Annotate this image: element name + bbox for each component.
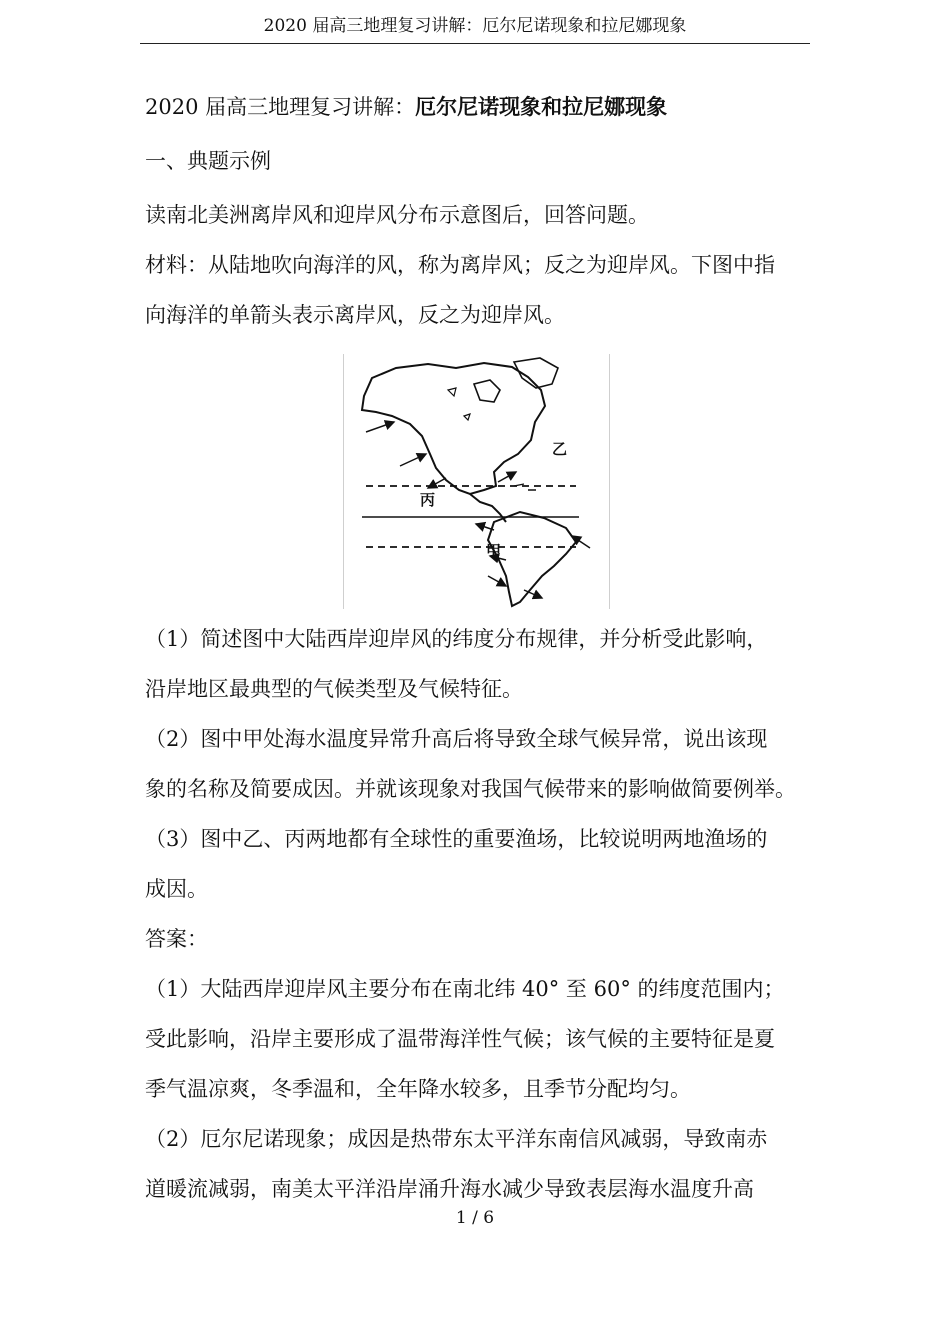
label-yi: 乙 — [552, 440, 568, 458]
answer-2-line-2: 道暖流减弱，南美太平洋沿岸涌升海水减少导致表层海水温度升高 — [145, 1177, 754, 1201]
caribbean-islands — [514, 484, 536, 490]
document-title — [145, 92, 667, 122]
north-america-outline — [362, 363, 545, 494]
answer-1-line-1: （1）大陆西岸迎岸风主要分布在南北纬 40° 至 60° 的纬度范围内； — [145, 977, 785, 1001]
americas-wind-map — [344, 354, 609, 609]
page-number: 1 / 6 — [455, 1208, 495, 1228]
wind-arrow-central-offshore — [498, 472, 516, 482]
intro-text: 读南北美洲离岸风和迎岸风分布示意图后，回答问题。 — [145, 203, 649, 227]
question-1-line-1: （1）简述图中大陆西岸迎岸风的纬度分布规律，并分析受此影响， — [145, 627, 768, 651]
wind-arrow-sa-west-3 — [488, 576, 506, 586]
hudson-bay-outline — [474, 380, 500, 402]
header-rule — [140, 43, 810, 44]
island-2 — [464, 414, 470, 420]
material-line-2: 向海洋的单箭头表示离岸风，反之为迎岸风。 — [145, 303, 565, 327]
question-2-line-2: 象的名称及简要成因。并就该现象对我国气候带来的影响做简要例举。 — [145, 777, 796, 801]
island-1 — [448, 388, 456, 396]
question-3-line-2: 成因。 — [145, 877, 208, 901]
running-header: 2020 届高三地理复习讲解：厄尔尼诺现象和拉尼娜现象 — [263, 16, 687, 36]
wind-arrow-w-onshore — [400, 454, 426, 466]
question-3-line-1: （3）图中乙、丙两地都有全球性的重要渔场，比较说明两地渔场的 — [145, 827, 768, 851]
wind-arrow-nw-onshore — [366, 422, 394, 432]
question-1-line-2: 沿岸地区最典型的气候类型及气候特征。 — [145, 677, 523, 701]
answer-2-line-1: （2）厄尔尼诺现象；成因是热带东太平洋东南信风减弱，导致南赤 — [145, 1127, 768, 1151]
americas-wind-map-figure — [343, 354, 610, 609]
document-title-bold: 厄尔尼诺现象和拉尼娜现象 — [415, 94, 668, 119]
label-jia: 甲 — [486, 542, 502, 560]
label-bing: 丙 — [420, 491, 436, 509]
answer-1-line-2: 受此影响，沿岸主要形成了温带海洋性气候；该气候的主要特征是夏 — [145, 1027, 775, 1051]
document-title-plain: 2020 届高三地理复习讲解： — [145, 95, 416, 119]
answer-label: 答案： — [145, 927, 208, 951]
material-line-1: 材料：从陆地吹向海洋的风，称为离岸风；反之为迎岸风。下图中指 — [145, 253, 775, 277]
answer-1-line-3: 季气温凉爽，冬季温和，全年降水较多，且季节分配均匀。 — [145, 1077, 691, 1101]
section-heading: 一、典题示例 — [145, 149, 271, 173]
question-2-line-1: （2）图中甲处海水温度异常升高后将导致全球气候异常，说出该现 — [145, 727, 768, 751]
